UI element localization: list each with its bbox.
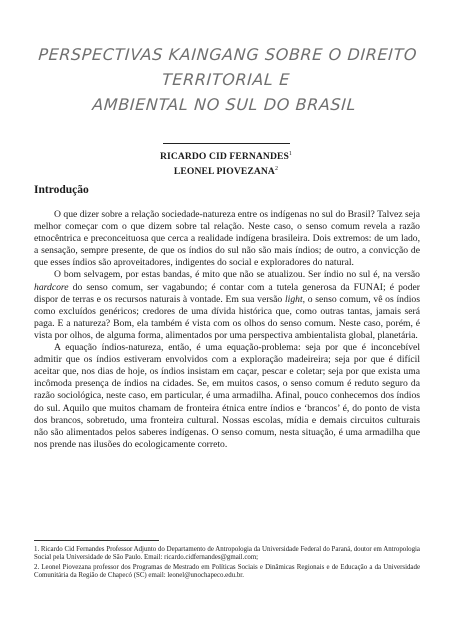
section-heading: Introdução [34, 184, 89, 196]
author-name: LEONEL PIOVEZANA [173, 166, 275, 178]
author-name: RICARDO CID FERNANDES [159, 151, 289, 163]
footnote: 1. Ricardo Cid Fernandes Professor Adjunto do Departamento de Antropologia da Universidade Federal do Paraná, doutor em Antropologia Social pela Universidade de São Paulo. Email: ricardo.cidfernandes@gmail.com; [34, 546, 420, 562]
title-divider [163, 143, 290, 144]
article-title-line-1: PERSPECTIVAS KAINGANG SOBRE O DIREITO TERRITORIAL E [37, 45, 418, 89]
author-1 [60, 148, 392, 163]
footnotes [34, 546, 420, 581]
paragraph: A equação índios-natureza, então, é uma equação-problema: seja por que é inconcebível admitir que os índios estiveram envolvidos com a exploração madeireira; seja por que é difícil aceitar que, nos dias de hoje, os índios insistam em caçar, pescar e coletar; seja por que exista uma incômoda presença de índios na cidades. Se, em muitos casos, o senso comum é reduto seguro da razão sociológica, neste caso, em particular, é uma armadilha. Afinal, pouco conhecemos dos índios do sul. Aquilo que muitos chamam de fronteira étnica entre índios e ‘brancos’ é, do ponto de vista dos brancos, sobretudo, uma fronteira cultural. Nossas escolas, mídia e demais circuitos culturais não são alimentados pelos saberes indígenas. O senso comum, nesta situação, é uma armadilha que nos prende nas ilusões do ecologicamente correto. [34, 342, 420, 450]
article-title [27, 42, 424, 117]
author-2 [60, 163, 392, 178]
body-text [34, 209, 420, 451]
article-title-line-2: AMBIENTAL NO SUL DO BRASIL [91, 95, 357, 114]
footnote-mark: 1 [288, 151, 293, 157]
paragraph: O bom selvagem, por estas bandas, é mito que não se atualizou. Ser índio no sul é, na versão hardcore do senso comum, ser vagabundo; é contar com a tutela generosa da FUNAI; é poder dispor de terras e os recursos naturais à vontade. Em sua versão light, o senso comum, vê os índios como excluídos genéricos; credores de uma dívida histórica que, como outras tantas, jamais será paga. E a natureza? Bom, ela também é vista com os olhos do senso comum. Neste caso, porém, é vista por olhos, de alguma forma, alimentados por uma perspectiva ambientalista global, planetária. [34, 269, 420, 341]
footnote: 2. Leonel Piovezana professor dos Programas de Mestrado em Políticas Sociais e Dinâmicas Regionais e de Educação a da Universidade Comunitária da Região de Chapecó (SC) email: leonel@unochapeco.edu.br. [34, 563, 420, 579]
footnote-divider [34, 540, 159, 541]
paragraph: O que dizer sobre a relação sociedade-natureza entre os indígenas no sul do Brasil? Talvez seja melhor começar com o que dizem sobre tal relação. Neste caso, o senso comum revela a razão etnocêntrica e preconceituosa que cerca a realidade indígena brasileira. Dois extremos: de um lado, a sensação, sempre presente, de que os índios do sul não são mais índios; de outro, a convicção de que esses índios são aproveitadores, indigentes do social e exploradores do natural. [34, 209, 420, 269]
footnote-mark: 2 [274, 166, 279, 173]
author-list [60, 148, 392, 178]
